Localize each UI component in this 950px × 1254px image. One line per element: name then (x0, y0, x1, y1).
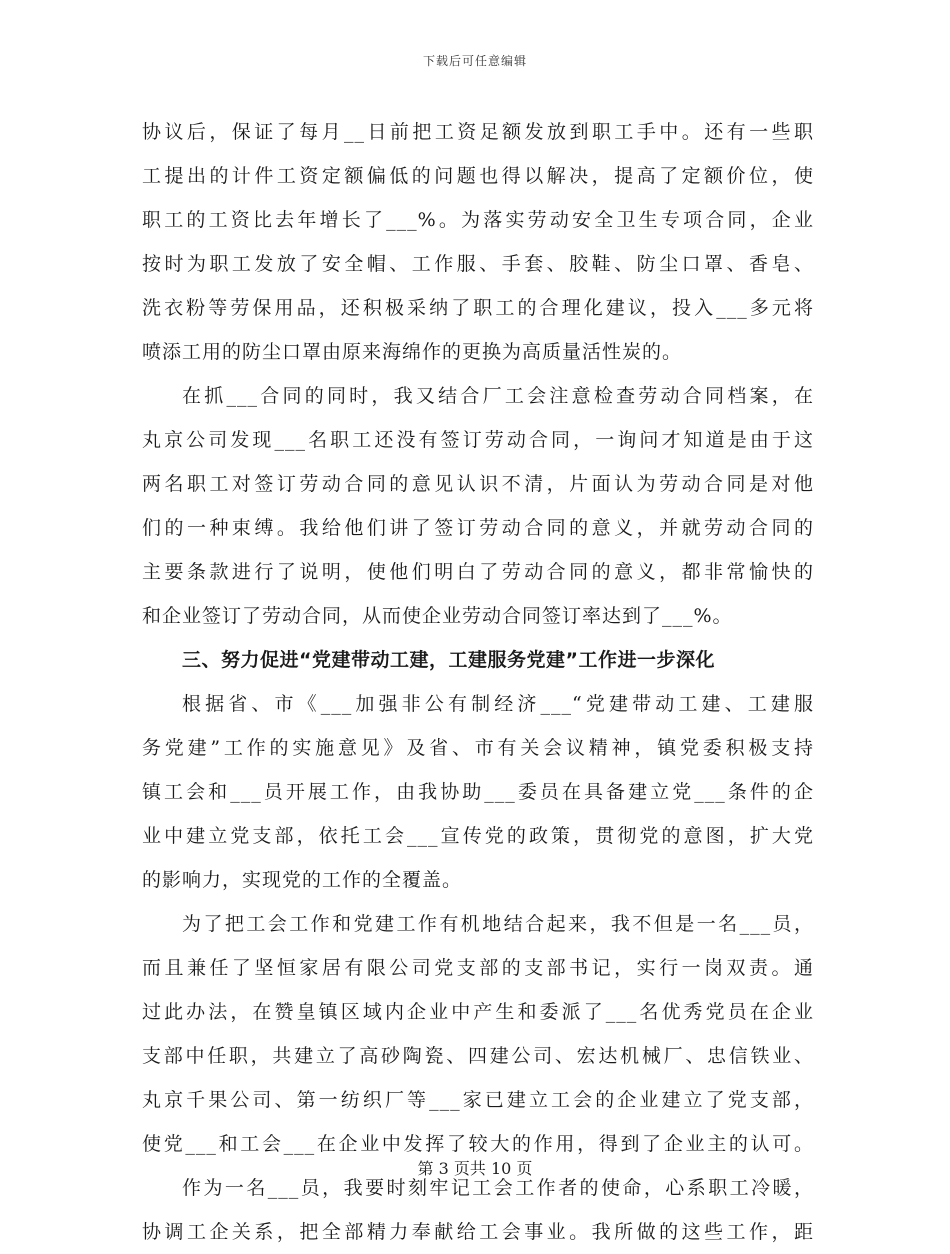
text-line: 和企业签订了劳动合同，从而使企业劳动合同签订率达到了___%。 (142, 605, 733, 627)
text-line: 丸京公司发现___名职工还没有签订劳动合同，一询问才知道是由于这 (142, 429, 814, 451)
section-heading: 三、努力促进“党建带动工建，工建服务党建”工作进一步深化 (182, 649, 715, 671)
text-line: 洗衣粉等劳保用品，还积极采纳了职工的合理化建议，投入___多元将 (142, 297, 814, 319)
page-number: 第 3 页共 10 页 (417, 1159, 533, 1178)
text-line: 们的一种束缚。我给他们讲了签订劳动合同的意义，并就劳动合同的 (142, 517, 814, 539)
text-line: 业中建立党支部，依托工会___宣传党的政策，贯彻党的意图，扩大党 (142, 825, 814, 847)
text-line: 过此办法，在赞皇镇区域内企业中产生和委派了___名优秀党员在企业 (142, 1001, 814, 1023)
text-line: 作为一名___员，我要时刻牢记工会工作者的使命，心系职工冷暖， (182, 1177, 814, 1199)
text-line: 职工的工资比去年增长了___%。为落实劳动安全卫生专项合同，企业 (142, 209, 814, 231)
text-line: 务党建”工作的实施意见》及省、市有关会议精神，镇党委积极支持 (142, 737, 814, 759)
text-line: 丸京千果公司、第一纺织厂等___家已建立工会的企业建立了党支部， (142, 1089, 814, 1111)
text-line: 喷添工用的防尘口罩由原来海绵作的更换为高质量活性炭的。 (142, 341, 683, 363)
text-line: 协调工企关系，把全部精力奉献给工会事业。我所做的这些工作，距 (142, 1221, 814, 1243)
text-line: 两名职工对签订劳动合同的意见认识不清，片面认为劳动合同是对他 (142, 473, 814, 495)
text-line: 协议后，保证了每月__日前把工资足额发放到职工手中。还有一些职 (142, 121, 814, 143)
text-line: 镇工会和___员开展工作，由我协助___委员在具备建立党___条件的企 (142, 781, 814, 803)
document-body (142, 110, 814, 1254)
text-line: 工提出的计件工资定额偏低的问题也得以解决，提高了定额价位，使 (142, 165, 814, 187)
text-line: 在抓___合同的同时，我又结合厂工会注意检查劳动合同档案，在 (182, 385, 814, 407)
text-line: 支部中任职，共建立了高砂陶瓷、四建公司、宏达机械厂、忠信铁业、 (142, 1045, 814, 1067)
text-line: 使党___和工会___在企业中发挥了较大的作用，得到了企业主的认可。 (142, 1133, 814, 1155)
text-line: 为了把工会工作和党建工作有机地结合起来，我不但是一名___员， (182, 913, 814, 935)
page-header-note: 下载后可任意编辑 (422, 54, 527, 68)
text-line: 主要条款进行了说明，使他们明白了劳动合同的意义，都非常愉快的 (142, 561, 814, 583)
text-line: 按时为职工发放了安全帽、工作服、手套、胶鞋、防尘口罩、香皂、 (142, 253, 814, 275)
text-line: 根据省、市《___加强非公有制经济___“党建带动工建、工建服 (182, 693, 814, 715)
text-line: 的影响力，实现党的工作的全覆盖。 (142, 869, 463, 891)
text-line: 而且兼任了坚恒家居有限公司党支部的支部书记，实行一岗双责。通 (142, 957, 814, 979)
